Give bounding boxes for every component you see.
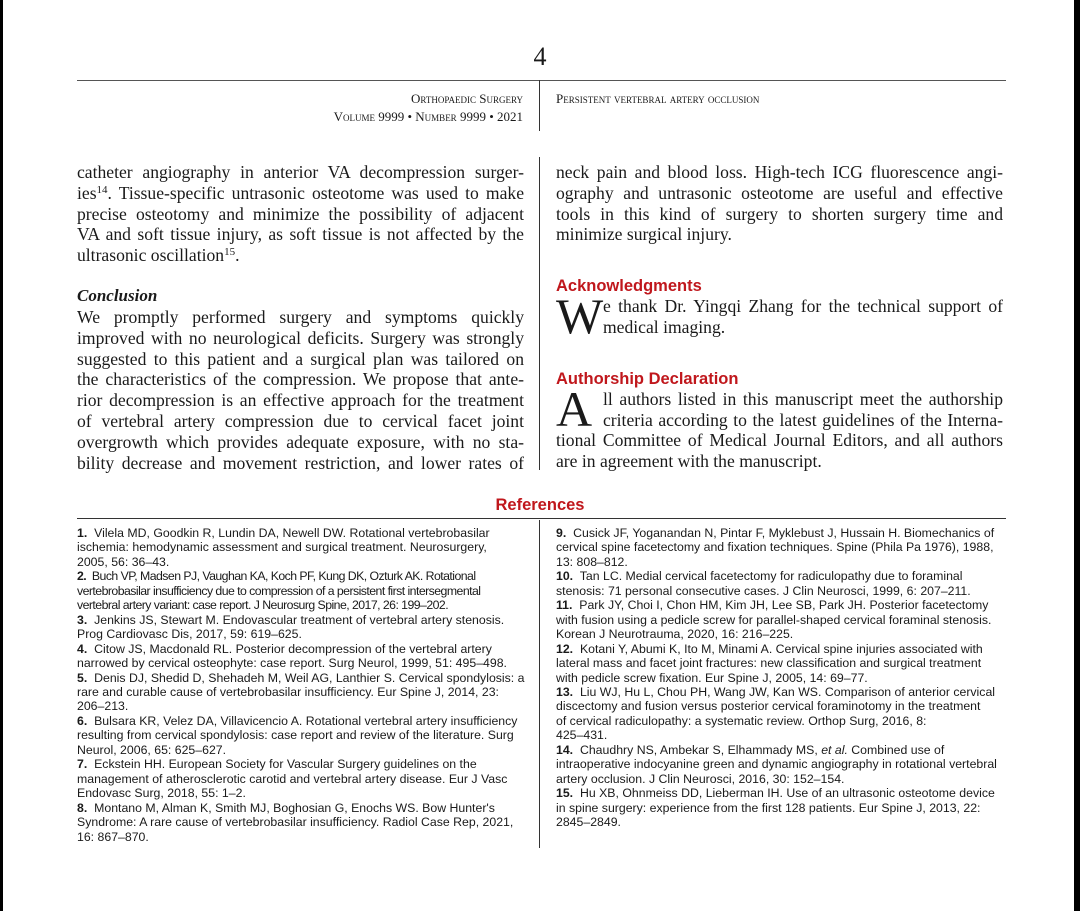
reference-line: 4. Citow JS, Macdonald RL. Posterior decompression of the vertebral artery: [77, 641, 492, 656]
reference-line: 14. Chaudhry NS, Ambekar S, Elhammady MS, et al. Combined use of: [556, 742, 945, 757]
reference-line: 5. Denis DJ, Shedid D, Shehadeh M, Weil AG, Lanthier S. Cervical spondylosis: a: [77, 670, 525, 685]
reference-line: 2005, 56: 36–43.: [77, 554, 170, 569]
text-line: ography and untrasonic osteotome are useful and effective: [556, 182, 1003, 203]
reference-line: discectomy and fusion versus posterior cervical foraminotomy in the treatment: [556, 699, 981, 714]
reference-line: Syndrome: A rare cause of vertebrobasilar insufficiency. Radiol Case Rep, 2021,: [77, 815, 514, 830]
reference-line: 6. Bulsara KR, Velez DA, Villavicencio A. Rotational vertebral artery insufficiency: [77, 713, 518, 728]
page-number: 4: [533, 42, 547, 71]
reference-number: 1.: [77, 526, 88, 540]
reference-number: 3.: [77, 612, 88, 627]
reference-item: [77, 613, 524, 642]
reference-line: ischemia: hemodynamic assessment and surgical treatment. Neurosurgery,: [77, 540, 487, 555]
discussion-paragraph-continued: [556, 162, 1003, 245]
acknowledgments-paragraph: [556, 296, 1003, 338]
reference-line: 8. Montano M, Alman K, Smith MJ, Boghosian G, Enochs WS. Bow Hunter's: [77, 800, 495, 815]
reference-line: 10. Tan LC. Medial cervical facetectomy for radiculopathy due to foraminal: [556, 569, 963, 584]
acknowledgments-heading: Acknowledgments: [556, 277, 702, 296]
reference-line: narrowed by cervical osteophyte: case report. Surg Neurol, 1999, 51: 495–498.: [77, 656, 507, 671]
reference-number: 13.: [556, 684, 574, 699]
reference-line: management of atherosclerotic carotid and vertebral artery disease. Eur J Vasc: [77, 771, 508, 786]
reference-line: Korean J Neurotrauma, 2020, 16: 216–225.: [556, 627, 794, 642]
reference-line: Neurol, 2006, 65: 625–627.: [77, 742, 227, 757]
et-al: et al.: [821, 742, 848, 757]
reference-line: 11. Park JY, Choi I, Chon HM, Kim JH, Lee SB, Park JH. Posterior facetectomy: [556, 598, 989, 613]
reference-line: 425–431.: [556, 728, 608, 743]
reference-item: [556, 743, 1003, 786]
reference-line: 13: 808–812.: [556, 554, 628, 569]
reference-item: [556, 685, 1003, 743]
reference-number: 10.: [556, 569, 574, 584]
reference-item: [77, 569, 524, 612]
references-divider: [539, 520, 540, 848]
text-line: We promptly performed surgery and symptoms quickly: [77, 306, 524, 327]
reference-line: 2. Buch VP, Madsen PJ, Vaughan KA, Koch PF, Kung DK, Ozturk AK. Rotational: [77, 569, 476, 584]
discussion-paragraph: [77, 162, 524, 266]
reference-item: [556, 642, 1003, 685]
reference-item: [556, 526, 1003, 569]
reference-number: 5.: [77, 670, 88, 685]
text-line: rior decompression is an effective approach for the treatment: [77, 390, 524, 411]
reference-number: 8.: [77, 800, 88, 815]
reference-line: 12. Kotani Y, Abumi K, Ito M, Minami A. Cervical spine injuries associated with: [556, 641, 983, 656]
reference-number: 7.: [77, 757, 88, 772]
reference-line: 1. Vilela MD, Goodkin R, Lundin DA, Newell DW. Rotational vertebrobasilar: [77, 526, 490, 540]
reference-line: with fusion using a pedicle screw for parallel-shaped cervical foraminal stenosis.: [556, 612, 992, 627]
reference-number: 2.: [77, 569, 87, 584]
reference-number: 15.: [556, 786, 574, 801]
drop-cap: A: [556, 380, 593, 437]
reference-item: [556, 569, 1003, 598]
text-line: VA and soft tissue injury, as soft tissue is not affected by the: [77, 224, 524, 245]
reference-number: 12.: [556, 641, 574, 656]
journal-page: [3, 0, 1074, 911]
reference-item: [77, 757, 524, 800]
conclusion-paragraph: [77, 307, 524, 473]
conclusion-heading: Conclusion: [77, 285, 158, 305]
references-left: [77, 526, 524, 844]
reference-line: resulting from cervical spondylosis: case report and review of the literature. Surg: [77, 728, 514, 743]
reference-number: 14.: [556, 742, 574, 757]
authorship-section: [556, 380, 1003, 472]
reference-number: 4.: [77, 641, 88, 656]
journal-header: [203, 90, 523, 126]
text-line: medical imaging.: [603, 316, 726, 337]
authorship-paragraph: [556, 389, 1003, 472]
journal-issue: Volume 9999 • Number 9999 • 2021: [333, 109, 523, 124]
reference-item: [77, 671, 524, 714]
reference-item: [77, 642, 524, 671]
drop-cap: W: [556, 288, 604, 345]
references-right: [556, 526, 1003, 830]
text-line: tools in this kind of surgery to shorten surgery time and: [556, 203, 1003, 224]
reference-line: intraoperative indocyanine green and dynamic angiography in rotational vertebral: [556, 757, 997, 772]
acknowledgments-section: [556, 288, 1003, 345]
reference-line: vertebral artery variant: case report. J Neurosurg Spine, 2017, 26: 199–202.: [77, 598, 449, 613]
text-line: bility decrease and movement restriction, and lower rates of: [77, 452, 524, 473]
reference-item: [77, 526, 524, 569]
text-line: the characteristics of the compression. We propose that ante-: [77, 369, 524, 390]
reference-line: 15. Hu XB, Ohnmeiss DD, Lieberman IH. Use of an ultrasonic osteotome device: [556, 786, 995, 801]
reference-line: in spine surgery: experience from the first 128 patients. Eur Spine J, 2013, 22:: [556, 800, 981, 815]
text-line: of vertebral artery compression due to cervical facet joint: [77, 410, 524, 431]
reference-number: 11.: [556, 598, 573, 613]
column-divider: [539, 157, 540, 470]
text-line: tional Committee of Medical Journal Editors, and all authors: [556, 430, 1003, 451]
reference-line: 206–213.: [77, 699, 129, 714]
authorship-heading: Authorship Declaration: [556, 369, 739, 388]
reference-line: 9. Cusick JF, Yoganandan N, Pintar F, Myklebust J, Hussain H. Biomechanics of: [556, 526, 995, 540]
reference-line: vertebrobasilar insufficiency due to compression of a persistent first intersegmental: [77, 583, 481, 598]
reference-line: with pedicle screw fixation. Eur Spine J, 2005, 14: 69–77.: [556, 670, 868, 685]
text-line: suggested to this patient and a surgical plan was tailored on: [77, 348, 524, 369]
reference-line: Endovasc Surg, 2018, 55: 1–2.: [77, 786, 246, 801]
text-line: minimize surgical injury.: [556, 224, 732, 245]
reference-line: 13. Liu WJ, Hu L, Chou PH, Wang JW, Kan WS. Comparison of anterior cervical: [556, 684, 996, 699]
header-rule: [77, 80, 1006, 81]
text-line: overgrowth which provides adequate exposure, with no sta-: [77, 431, 524, 452]
journal-name: Orthopaedic Surgery: [410, 91, 523, 106]
reference-item: [556, 598, 1003, 641]
reference-line: lateral mass and facet joint fractures: new classification and surgical treatment: [556, 656, 982, 671]
text-line: neck pain and blood loss. High-tech ICG fluorescence angi-: [556, 162, 1003, 182]
header-divider: [539, 80, 540, 131]
reference-line: stenosis: 71 personal consecutive cases. J Clin Neurosci, 1999, 6: 207–211.: [556, 583, 971, 598]
text-line: ultrasonic oscillation$^{15}$.: [77, 245, 240, 266]
reference-line: 16: 867–870.: [77, 829, 149, 844]
running-title: Persistent vertebral artery occlusion: [556, 91, 760, 106]
reference-line: 7. Eckstein HH. European Society for Vascular Surgery guidelines on the: [77, 757, 477, 772]
reference-line: 2845–2849.: [556, 815, 621, 830]
right-column: [556, 162, 1003, 472]
text-line: criteria according to the latest guidelines of the Interna-: [603, 409, 1003, 430]
left-column: [77, 162, 524, 473]
reference-line: cervical spine facetectomy and fixation techniques. Spine (Phila Pa 1976), 1988,: [556, 540, 994, 555]
reference-line: rare and curable cause of vertebrobasilar insufficiency. Eur Spine J, 2014, 23:: [77, 684, 499, 699]
citation-superscript: 14: [96, 183, 108, 196]
reference-item: [77, 714, 524, 757]
reference-line: Prog Cardiovasc Dis, 2017, 59: 619–625.: [77, 627, 302, 642]
references-heading: References: [495, 496, 585, 514]
reference-number: 9.: [556, 526, 567, 540]
text-line: ies$^{14}$. Tissue-specific untrasonic osteotome was used to make: [77, 182, 524, 203]
reference-line: of cervical radiculopathy: a systematic review. Orthop Surg, 2016, 8:: [556, 713, 927, 728]
reference-number: 6.: [77, 713, 88, 728]
text-line: improved with no neurological deficits. Surgery was strongly: [77, 327, 524, 348]
text-line: precise osteotomy and minimize the possibility of adjacent: [77, 203, 524, 224]
reference-item: [556, 786, 1003, 829]
text-line: ll authors listed in this manuscript meet the authorship: [603, 388, 1003, 409]
text-line: are in agreement with the manuscript.: [556, 451, 822, 472]
references-rule: [77, 518, 1006, 519]
text-line: catheter angiography in anterior VA decompression surger-: [77, 162, 524, 182]
reference-item: [77, 801, 524, 844]
reference-line: artery occlusion. J Clin Neurosci, 2016, 30: 152–154.: [556, 771, 845, 786]
reference-line: 3. Jenkins JS, Stewart M. Endovascular treatment of vertebral artery stenosis.: [77, 612, 505, 627]
text-line: e thank Dr. Yingqi Zhang for the technical support of: [603, 296, 1003, 317]
citation-superscript: 15: [224, 246, 236, 259]
